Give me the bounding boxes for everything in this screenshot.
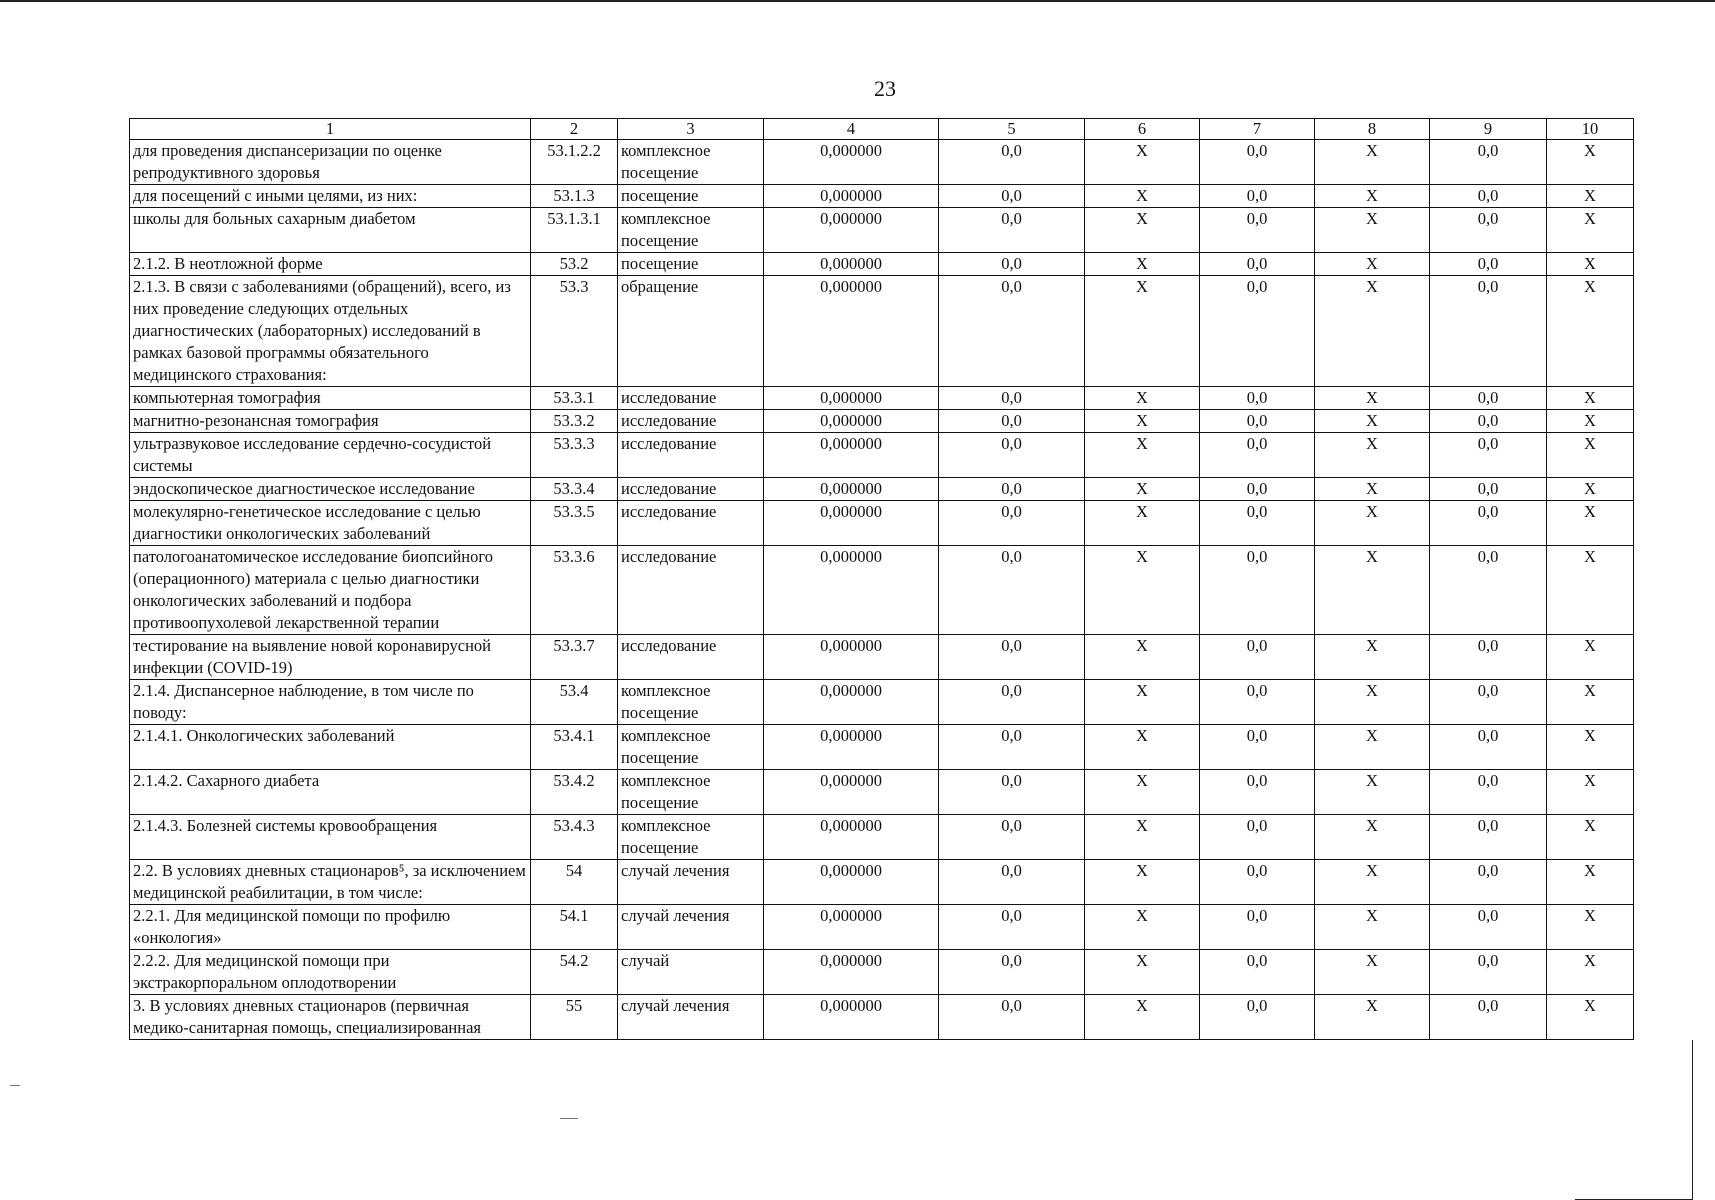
table-cell-col-10: X: [1547, 725, 1634, 770]
table-cell-col-1: 3. В условиях дневных стационаров (первичная медико-санитарная помощь, специализированная: [130, 995, 531, 1040]
table-cell-col-9: 0,0: [1430, 995, 1547, 1040]
table-row: [130, 635, 1634, 680]
table-cell-col-1: 2.2.2. Для медицинской помощи при экстракорпоральном оплодотворении: [130, 950, 531, 995]
table-cell-col-7: 0,0: [1200, 860, 1315, 905]
table-cell-col-5: 0,0: [939, 140, 1085, 185]
table-cell-col-2: 53.3.5: [531, 501, 618, 546]
table-cell-col-10: X: [1547, 410, 1634, 433]
table-cell-col-8: X: [1315, 950, 1430, 995]
table-cell-col-10: X: [1547, 635, 1634, 680]
table-cell-col-8: X: [1315, 410, 1430, 433]
table-cell-col-2: 53.2: [531, 253, 618, 276]
table-row: [130, 546, 1634, 635]
column-header-5: 5: [939, 119, 1085, 140]
scan-artifact: [10, 1085, 20, 1086]
table-cell-col-3: исследование: [618, 387, 764, 410]
table-row: [130, 995, 1634, 1040]
table-cell-col-7: 0,0: [1200, 140, 1315, 185]
table-cell-col-8: X: [1315, 253, 1430, 276]
table-cell-col-4: 0,000000: [764, 276, 939, 387]
table-row: [130, 950, 1634, 995]
table-cell-col-5: 0,0: [939, 433, 1085, 478]
scan-top-border: [0, 0, 1715, 2]
table-cell-col-10: X: [1547, 860, 1634, 905]
table-cell-col-10: X: [1547, 433, 1634, 478]
table-cell-col-2: 53.3: [531, 276, 618, 387]
table-cell-col-7: 0,0: [1200, 725, 1315, 770]
table-cell-col-1: 2.1.4.2. Сахарного диабета: [130, 770, 531, 815]
table-cell-col-2: 53.4.2: [531, 770, 618, 815]
table-cell-col-2: 53.1.3: [531, 185, 618, 208]
table-cell-col-6: X: [1085, 208, 1200, 253]
table-cell-col-3: исследование: [618, 478, 764, 501]
table-cell-col-5: 0,0: [939, 208, 1085, 253]
table-cell-col-2: 53.1.2.2: [531, 140, 618, 185]
table-cell-col-5: 0,0: [939, 253, 1085, 276]
table-cell-col-2: 53.4: [531, 680, 618, 725]
table-cell-col-7: 0,0: [1200, 680, 1315, 725]
table-cell-col-5: 0,0: [939, 815, 1085, 860]
table-cell-col-4: 0,000000: [764, 950, 939, 995]
table-cell-col-4: 0,000000: [764, 635, 939, 680]
table-cell-col-1: для посещений с иными целями, из них:: [130, 185, 531, 208]
table-cell-col-9: 0,0: [1430, 905, 1547, 950]
table-row: [130, 208, 1634, 253]
table-cell-col-9: 0,0: [1430, 950, 1547, 995]
table-cell-col-7: 0,0: [1200, 950, 1315, 995]
table-row: [130, 680, 1634, 725]
table-cell-col-8: X: [1315, 433, 1430, 478]
table-cell-col-3: посещение: [618, 253, 764, 276]
table-row: [130, 815, 1634, 860]
table-cell-col-3: комплексное посещение: [618, 680, 764, 725]
table-cell-col-3: посещение: [618, 185, 764, 208]
table-cell-col-4: 0,000000: [764, 185, 939, 208]
table-cell-col-6: X: [1085, 546, 1200, 635]
table-cell-col-3: исследование: [618, 433, 764, 478]
table-cell-col-3: случай лечения: [618, 905, 764, 950]
table-body: [130, 140, 1634, 1040]
table-cell-col-7: 0,0: [1200, 253, 1315, 276]
table-cell-col-10: X: [1547, 815, 1634, 860]
table-row: [130, 501, 1634, 546]
table-cell-col-7: 0,0: [1200, 635, 1315, 680]
table-cell-col-1: молекулярно-генетическое исследование с целью диагностики онкологических заболеваний: [130, 501, 531, 546]
table-cell-col-8: X: [1315, 635, 1430, 680]
table-cell-col-4: 0,000000: [764, 387, 939, 410]
table-cell-col-9: 0,0: [1430, 680, 1547, 725]
table-cell-col-6: X: [1085, 680, 1200, 725]
table-cell-col-2: 53.1.3.1: [531, 208, 618, 253]
table-cell-col-9: 0,0: [1430, 725, 1547, 770]
column-header-3: 3: [618, 119, 764, 140]
data-table: [129, 118, 1634, 1040]
table-cell-col-3: обращение: [618, 276, 764, 387]
table-cell-col-6: X: [1085, 860, 1200, 905]
table-cell-col-3: исследование: [618, 635, 764, 680]
column-header-10: 10: [1547, 119, 1634, 140]
table-cell-col-9: 0,0: [1430, 815, 1547, 860]
table-cell-col-6: X: [1085, 276, 1200, 387]
table-cell-col-4: 0,000000: [764, 860, 939, 905]
table-cell-col-5: 0,0: [939, 950, 1085, 995]
page-number: 23: [874, 76, 896, 101]
table-cell-col-7: 0,0: [1200, 410, 1315, 433]
table-cell-col-10: X: [1547, 546, 1634, 635]
table-cell-col-6: X: [1085, 478, 1200, 501]
table-cell-col-10: X: [1547, 905, 1634, 950]
table-cell-col-4: 0,000000: [764, 905, 939, 950]
table-cell-col-1: 2.1.2. В неотложной форме: [130, 253, 531, 276]
table-cell-col-6: X: [1085, 501, 1200, 546]
table-cell-col-4: 0,000000: [764, 995, 939, 1040]
table-cell-col-10: X: [1547, 253, 1634, 276]
table-cell-col-6: X: [1085, 770, 1200, 815]
column-header-7: 7: [1200, 119, 1315, 140]
table-cell-col-10: X: [1547, 995, 1634, 1040]
table-cell-col-5: 0,0: [939, 725, 1085, 770]
table-cell-col-9: 0,0: [1430, 478, 1547, 501]
table-cell-col-6: X: [1085, 410, 1200, 433]
table-cell-col-4: 0,000000: [764, 725, 939, 770]
table-cell-col-10: X: [1547, 680, 1634, 725]
table-cell-col-7: 0,0: [1200, 276, 1315, 387]
table-cell-col-9: 0,0: [1430, 208, 1547, 253]
table-cell-col-9: 0,0: [1430, 276, 1547, 387]
table-cell-col-2: 55: [531, 995, 618, 1040]
table-cell-col-9: 0,0: [1430, 501, 1547, 546]
table-row: [130, 905, 1634, 950]
table-cell-col-2: 54: [531, 860, 618, 905]
table-row: [130, 433, 1634, 478]
table-cell-col-4: 0,000000: [764, 253, 939, 276]
table-cell-col-5: 0,0: [939, 905, 1085, 950]
table-cell-col-9: 0,0: [1430, 770, 1547, 815]
table-cell-col-10: X: [1547, 387, 1634, 410]
table-cell-col-6: X: [1085, 387, 1200, 410]
table-cell-col-5: 0,0: [939, 185, 1085, 208]
table-cell-col-8: X: [1315, 546, 1430, 635]
table-cell-col-8: X: [1315, 387, 1430, 410]
table-cell-col-2: 54.2: [531, 950, 618, 995]
table-cell-col-2: 53.4.1: [531, 725, 618, 770]
table-cell-col-4: 0,000000: [764, 208, 939, 253]
table-cell-col-4: 0,000000: [764, 546, 939, 635]
table-cell-col-8: X: [1315, 680, 1430, 725]
table-cell-col-7: 0,0: [1200, 546, 1315, 635]
table-cell-col-6: X: [1085, 635, 1200, 680]
table-cell-col-5: 0,0: [939, 501, 1085, 546]
table-cell-col-4: 0,000000: [764, 815, 939, 860]
table-cell-col-10: X: [1547, 478, 1634, 501]
table-cell-col-7: 0,0: [1200, 995, 1315, 1040]
table-cell-col-6: X: [1085, 140, 1200, 185]
table-cell-col-3: исследование: [618, 501, 764, 546]
table-cell-col-8: X: [1315, 905, 1430, 950]
table-cell-col-5: 0,0: [939, 635, 1085, 680]
table-cell-col-7: 0,0: [1200, 815, 1315, 860]
table-cell-col-1: 2.1.3. В связи с заболеваниями (обращений), всего, из них проведение следующих отдельных диагностических (лабораторных) исследований в рамках базовой программы обязательного медицинского страхования:: [130, 276, 531, 387]
table-cell-col-9: 0,0: [1430, 140, 1547, 185]
table-cell-col-7: 0,0: [1200, 905, 1315, 950]
table-cell-col-1: тестирование на выявление новой коронавирусной инфекции (COVID-19): [130, 635, 531, 680]
table-cell-col-2: 54.1: [531, 905, 618, 950]
table-cell-col-9: 0,0: [1430, 433, 1547, 478]
table-cell-col-8: X: [1315, 995, 1430, 1040]
table-cell-col-1: 2.2. В условиях дневных стационаров⁵, за исключением медицинской реабилитации, в том числе:: [130, 860, 531, 905]
table-cell-col-6: X: [1085, 725, 1200, 770]
table-cell-col-5: 0,0: [939, 478, 1085, 501]
table-cell-col-6: X: [1085, 185, 1200, 208]
table-cell-col-9: 0,0: [1430, 635, 1547, 680]
table-cell-col-2: 53.3.7: [531, 635, 618, 680]
table-cell-col-3: комплексное посещение: [618, 208, 764, 253]
table-cell-col-8: X: [1315, 208, 1430, 253]
table-cell-col-5: 0,0: [939, 680, 1085, 725]
table-cell-col-7: 0,0: [1200, 185, 1315, 208]
table-cell-col-4: 0,000000: [764, 770, 939, 815]
table-cell-col-3: случай лечения: [618, 995, 764, 1040]
table-cell-col-5: 0,0: [939, 770, 1085, 815]
table-cell-col-1: 2.1.4.3. Болезней системы кровообращения: [130, 815, 531, 860]
table-cell-col-1: для проведения диспансеризации по оценке репродуктивного здоровья: [130, 140, 531, 185]
table-cell-col-3: комплексное посещение: [618, 725, 764, 770]
table-cell-col-7: 0,0: [1200, 387, 1315, 410]
table-cell-col-1: 2.1.4. Диспансерное наблюдение, в том числе по поводу:: [130, 680, 531, 725]
table-cell-col-3: исследование: [618, 546, 764, 635]
table-cell-col-9: 0,0: [1430, 410, 1547, 433]
column-header-8: 8: [1315, 119, 1430, 140]
table-cell-col-2: 53.3.2: [531, 410, 618, 433]
table-cell-col-3: исследование: [618, 410, 764, 433]
table-row: [130, 725, 1634, 770]
table-cell-col-10: X: [1547, 770, 1634, 815]
table-cell-col-8: X: [1315, 478, 1430, 501]
table-row: [130, 387, 1634, 410]
table-cell-col-4: 0,000000: [764, 680, 939, 725]
table-cell-col-6: X: [1085, 815, 1200, 860]
table-row: [130, 410, 1634, 433]
table-cell-col-4: 0,000000: [764, 140, 939, 185]
table-cell-col-8: X: [1315, 501, 1430, 546]
table-cell-col-6: X: [1085, 905, 1200, 950]
header-row: [130, 119, 1634, 140]
table-cell-col-4: 0,000000: [764, 433, 939, 478]
column-header-9: 9: [1430, 119, 1547, 140]
table-cell-col-8: X: [1315, 140, 1430, 185]
table-cell-col-6: X: [1085, 950, 1200, 995]
column-header-1: 1: [130, 119, 531, 140]
table-cell-col-8: X: [1315, 815, 1430, 860]
table-cell-col-1: 2.2.1. Для медицинской помощи по профилю «онкология»: [130, 905, 531, 950]
table-cell-col-5: 0,0: [939, 860, 1085, 905]
table-row: [130, 478, 1634, 501]
table-row: [130, 276, 1634, 387]
scan-artifact: [560, 1118, 578, 1119]
table-cell-col-1: школы для больных сахарным диабетом: [130, 208, 531, 253]
scan-corner-mark: [1692, 1040, 1693, 1200]
table-cell-col-7: 0,0: [1200, 770, 1315, 815]
table-cell-col-3: случай лечения: [618, 860, 764, 905]
table-cell-col-2: 53.3.6: [531, 546, 618, 635]
table-cell-col-1: патологоанатомическое исследование биопсийного (операционного) материала с целью диагностики онкологических заболеваний и подбора противоопухолевой лекарственной терапии: [130, 546, 531, 635]
table-cell-col-10: X: [1547, 185, 1634, 208]
table-cell-col-10: X: [1547, 208, 1634, 253]
table-cell-col-7: 0,0: [1200, 478, 1315, 501]
table-cell-col-2: 53.4.3: [531, 815, 618, 860]
table-cell-col-3: комплексное посещение: [618, 815, 764, 860]
table-cell-col-6: X: [1085, 433, 1200, 478]
table-cell-col-9: 0,0: [1430, 185, 1547, 208]
table-cell-col-7: 0,0: [1200, 208, 1315, 253]
table-row: [130, 185, 1634, 208]
table-cell-col-5: 0,0: [939, 546, 1085, 635]
table-cell-col-8: X: [1315, 860, 1430, 905]
table-cell-col-1: магнитно-резонансная томография: [130, 410, 531, 433]
table-cell-col-8: X: [1315, 185, 1430, 208]
table-cell-col-10: X: [1547, 501, 1634, 546]
column-header-2: 2: [531, 119, 618, 140]
table-cell-col-8: X: [1315, 276, 1430, 387]
table-cell-col-1: ультразвуковое исследование сердечно-сосудистой системы: [130, 433, 531, 478]
table-cell-col-1: компьютерная томография: [130, 387, 531, 410]
table-cell-col-9: 0,0: [1430, 253, 1547, 276]
table-cell-col-4: 0,000000: [764, 410, 939, 433]
table-cell-col-3: комплексное посещение: [618, 770, 764, 815]
table-row: [130, 253, 1634, 276]
table-row: [130, 770, 1634, 815]
table-cell-col-4: 0,000000: [764, 478, 939, 501]
table-cell-col-5: 0,0: [939, 410, 1085, 433]
table-cell-col-2: 53.3.1: [531, 387, 618, 410]
table-cell-col-1: 2.1.4.1. Онкологических заболеваний: [130, 725, 531, 770]
table-cell-col-10: X: [1547, 276, 1634, 387]
table-cell-col-9: 0,0: [1430, 546, 1547, 635]
column-header-6: 6: [1085, 119, 1200, 140]
table-cell-col-5: 0,0: [939, 276, 1085, 387]
table-row: [130, 860, 1634, 905]
table-cell-col-6: X: [1085, 253, 1200, 276]
table-cell-col-10: X: [1547, 950, 1634, 995]
table-cell-col-10: X: [1547, 140, 1634, 185]
table-cell-col-5: 0,0: [939, 387, 1085, 410]
column-header-4: 4: [764, 119, 939, 140]
table-cell-col-7: 0,0: [1200, 501, 1315, 546]
table-cell-col-9: 0,0: [1430, 860, 1547, 905]
table-cell-col-7: 0,0: [1200, 433, 1315, 478]
table-cell-col-4: 0,000000: [764, 501, 939, 546]
table-cell-col-6: X: [1085, 995, 1200, 1040]
table-cell-col-5: 0,0: [939, 995, 1085, 1040]
table-cell-col-8: X: [1315, 725, 1430, 770]
table-cell-col-3: случай: [618, 950, 764, 995]
table-row: [130, 140, 1634, 185]
table-cell-col-3: комплексное посещение: [618, 140, 764, 185]
table-cell-col-2: 53.3.4: [531, 478, 618, 501]
table-cell-col-9: 0,0: [1430, 387, 1547, 410]
table-cell-col-2: 53.3.3: [531, 433, 618, 478]
table-cell-col-8: X: [1315, 770, 1430, 815]
table-cell-col-1: эндоскопическое диагностическое исследование: [130, 478, 531, 501]
